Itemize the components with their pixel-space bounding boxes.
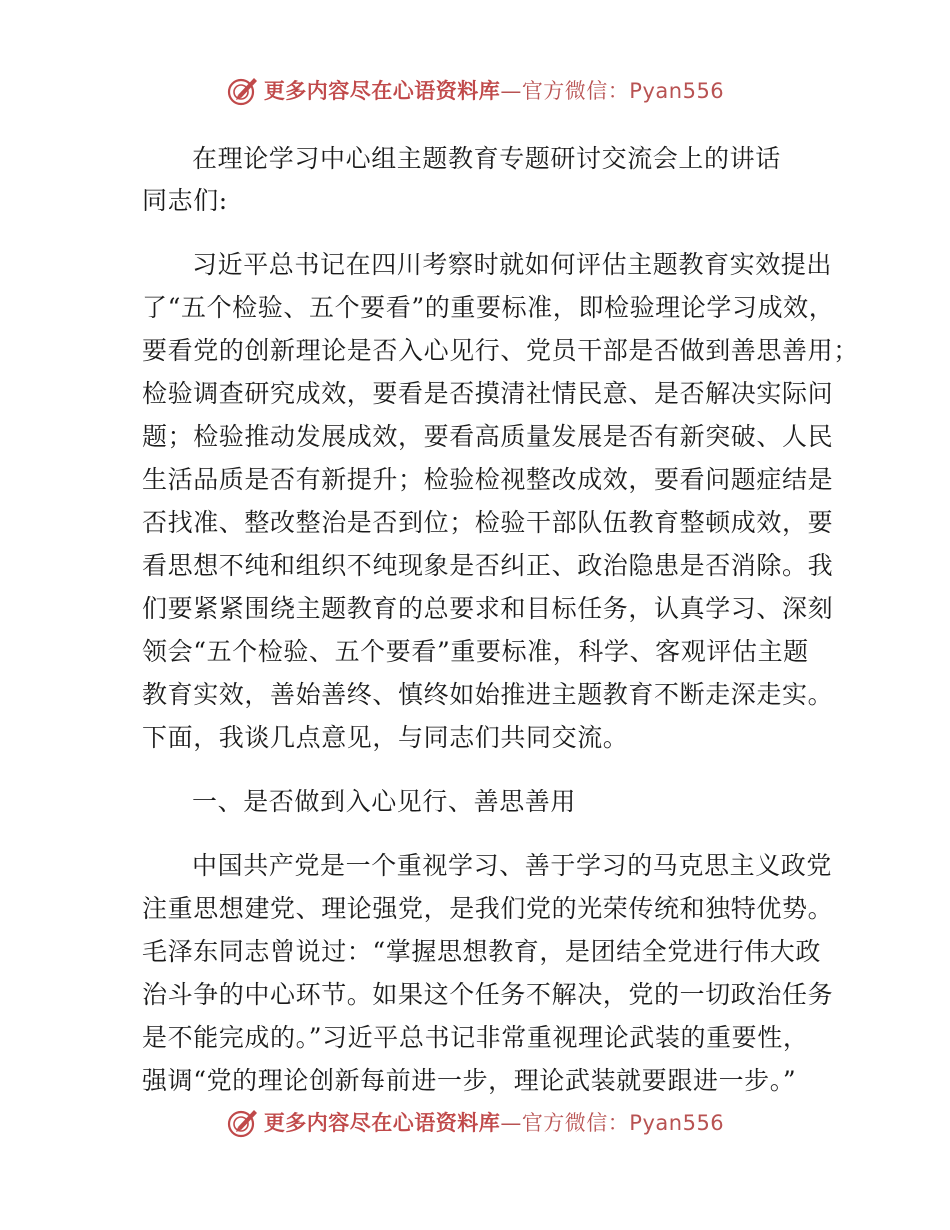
pen-logo-icon (226, 1105, 260, 1139)
salutation: 同志们: (142, 186, 228, 215)
paragraph-line: 中国共产党是一个重视学习、善于学习的马克思主义政党 (192, 851, 833, 880)
paragraph-line: 治斗争的中心环节。如果这个任务不解决，党的一切政治任务 (142, 980, 834, 1009)
paragraph-line: 领会“五个检验、五个要看”重要标准，科学、客观评估主题 (142, 637, 809, 666)
pen-logo-icon (226, 73, 260, 107)
paragraph-line: 了“五个检验、五个要看”的重要标准，即检验理论学习成效， (142, 293, 835, 322)
paragraph-line: 毛泽东同志曾说过：“掌握思想教育，是团结全党进行伟大政 (142, 937, 821, 966)
paragraph-line: 教育实效，善始善终、慎终如始推进主题教育不断走深走实。 (142, 680, 834, 709)
paragraph-line: 生活品质是否有新提升；检验检视整改成效，要看问题症结是 (142, 465, 834, 494)
paragraph-line: 否找准、整改整治是否到位；检验干部队伍教育整顿成效，要 (142, 508, 834, 537)
paragraph-line: 看思想不纯和组织不纯现象是否纠正、政治隐患是否消除。我 (142, 551, 834, 580)
paragraph-line: 们要紧紧围绕主题教育的总要求和目标任务，认真学习、深刻 (142, 594, 834, 623)
banner-text (264, 1107, 724, 1137)
banner-brand: 更多内容尽在心语资料库 (263, 1111, 501, 1135)
banner-wechat: —官方微信：Pyan556 (500, 79, 725, 103)
banner-brand: 更多内容尽在心语资料库 (263, 79, 501, 103)
paragraph-line: 要看党的创新理论是否入心见行、党员干部是否做到善思善用； (142, 336, 859, 365)
paragraph-line: 强调“党的理论创新每前进一步，理论武装就要跟进一步。” (142, 1066, 797, 1095)
banner-text (264, 75, 724, 105)
header-banner (0, 70, 950, 110)
banner-wechat: —官方微信：Pyan556 (500, 1111, 725, 1135)
paragraph-line: 是不能完成的。”习近平总书记非常重视理论武装的重要性， (142, 1023, 809, 1052)
paragraph-line: 检验调查研究成效，要看是否摸清社情民意、是否解决实际问 (142, 379, 834, 408)
document-title: 在理论学习中心组主题教育专题研讨交流会上的讲话 (192, 144, 781, 173)
footer-banner (0, 1102, 950, 1142)
paragraph-line: 题；检验推动发展成效，要看高质量发展是否有新突破、人民 (142, 422, 834, 451)
section-heading: 一、是否做到入心见行、善思善用 (192, 787, 577, 816)
paragraph-line: 习近平总书记在四川考察时就如何评估主题教育实效提出 (192, 250, 833, 279)
paragraph-line: 下面，我谈几点意见，与同志们共同交流。 (142, 723, 629, 752)
paragraph-line: 注重思想建党、理论强党，是我们党的光荣传统和独特优势。 (142, 894, 834, 923)
